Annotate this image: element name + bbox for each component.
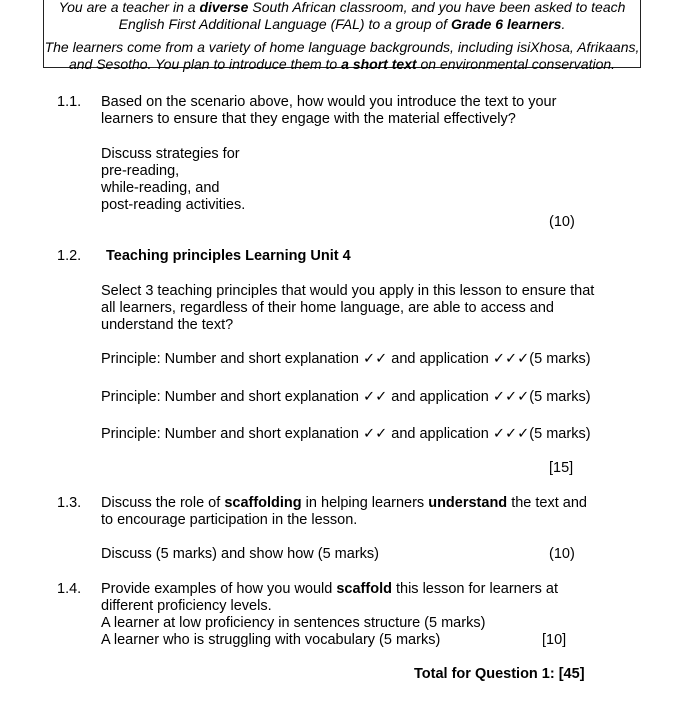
scenario-line-4: and Sesotho. You plan to introduce them to a short text on environmental conservation. — [68, 55, 616, 72]
marks-label: [15] — [549, 460, 574, 476]
principle-line: Principle: Number and short explanation ✓✓ and application ✓✓✓(5 marks) — [101, 389, 591, 405]
question-number: 1.3. — [57, 495, 82, 511]
question-text: Based on the scenario above, how would you introduce the text to your — [101, 94, 557, 110]
scenario-line-3: The learners come from a variety of home language backgrounds, including isiXhosa, Afrikaans, — [44, 39, 640, 55]
question-number: 1.4. — [57, 581, 82, 597]
question-text: all learners, regardless of their home language, are able to access and — [101, 300, 554, 316]
question-number: 1.1. — [57, 94, 82, 110]
principle-line: Principle: Number and short explanation ✓✓ and application ✓✓✓(5 marks) — [101, 351, 591, 367]
instruction-text: Discuss (5 marks) and show how (5 marks) — [101, 546, 379, 562]
scenario-line-1: You are a teacher in a diverse South African classroom, and you have been asked to teach — [58, 0, 626, 15]
question-text: A learner who is struggling with vocabulary (5 marks) — [101, 632, 441, 648]
question-text: Discuss the role of scaffolding in helping learners understand the text and — [101, 495, 587, 511]
question-text: A learner at low proficiency in sentences structure (5 marks) — [101, 615, 486, 631]
question-text: Provide examples of how you would scaffold this lesson for learners at — [101, 581, 558, 597]
question-number: 1.2. — [57, 248, 82, 264]
question-text: Select 3 teaching principles that would you apply in this lesson to ensure that — [101, 283, 595, 299]
list-item: while-reading, and — [101, 180, 220, 196]
total-label: Total for Question 1: [45] — [414, 666, 585, 682]
marks-label: (10) — [549, 546, 575, 562]
principle-line: Principle: Number and short explanation ✓✓ and application ✓✓✓(5 marks) — [101, 426, 591, 442]
scenario-box — [43, 0, 641, 72]
section-heading: Teaching principles Learning Unit 4 — [106, 248, 351, 264]
list-item: pre-reading, — [101, 163, 180, 179]
scenario-line-2: English First Additional Language (FAL) to a group of Grade 6 learners. — [118, 15, 566, 32]
instruction-text: Discuss strategies for — [101, 146, 240, 162]
question-text: different proficiency levels. — [101, 598, 272, 614]
marks-label: (10) — [549, 214, 575, 230]
question-text: learners to ensure that they engage with the material effectively? — [101, 111, 516, 127]
marks-label: [10] — [542, 632, 567, 648]
list-item: post-reading activities. — [101, 197, 246, 213]
question-text: to encourage participation in the lesson. — [101, 512, 358, 528]
question-text: understand the text? — [101, 317, 234, 333]
